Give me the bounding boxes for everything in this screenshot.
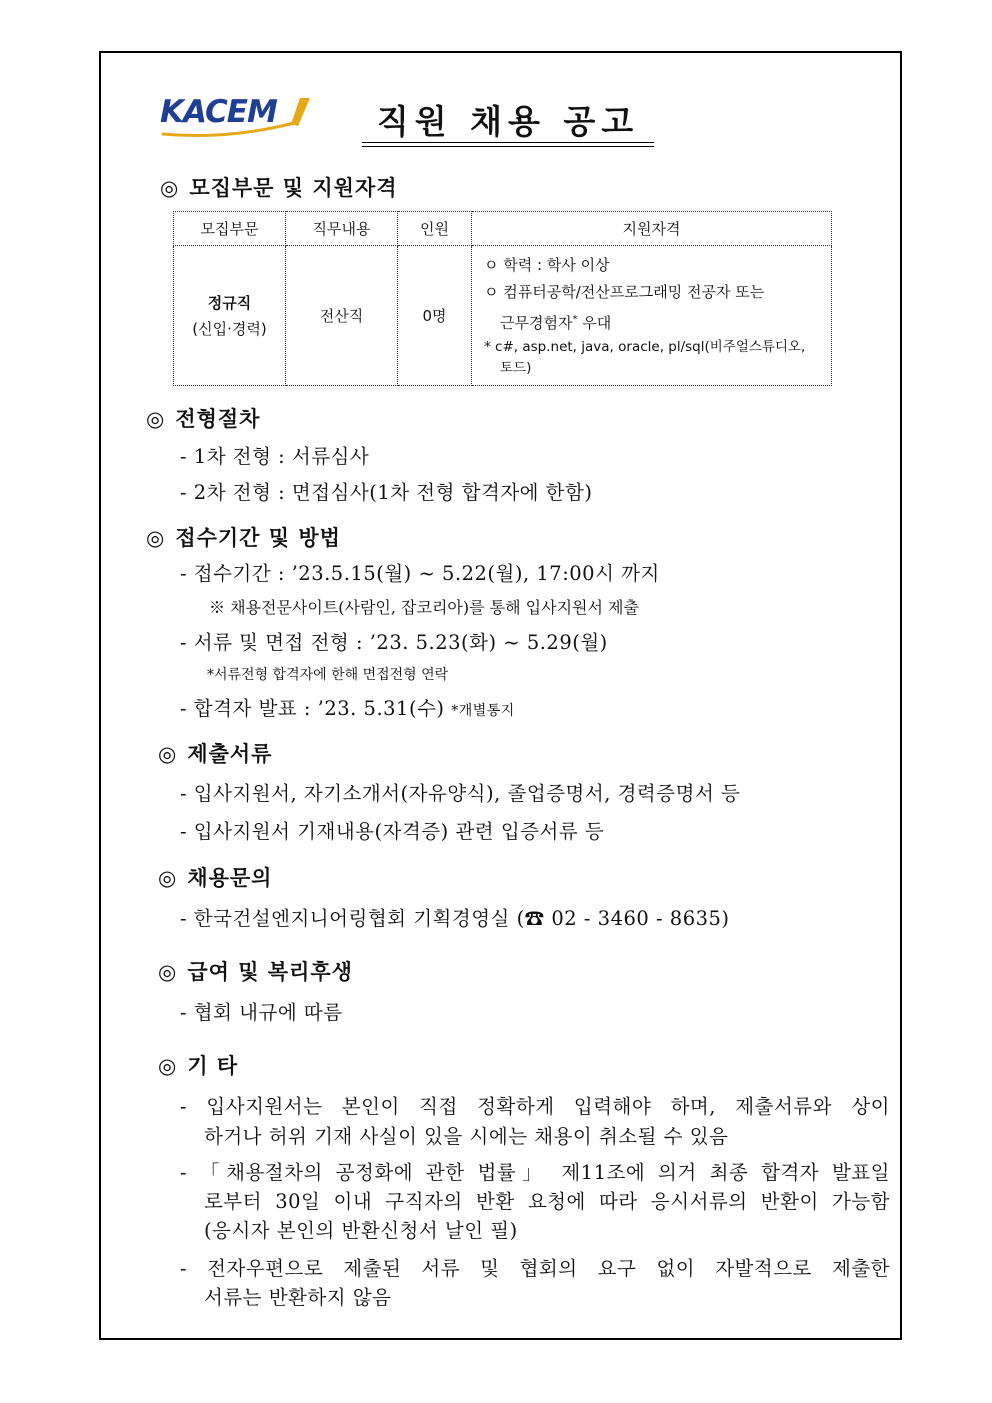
section-heading-recruit: ◎ 모집부문 및 지원자격 — [160, 175, 398, 200]
table-header: 모집부문 — [174, 212, 286, 246]
qualification-cell — [472, 246, 832, 386]
qual-item: 토드) — [500, 360, 532, 376]
table-header: 직무내용 — [286, 212, 398, 246]
process-item: - 2차 전형 : 면접심사(1차 전형 합격자에 한함) — [180, 481, 593, 504]
etc-item-cont: 하거나 허위 기재 사실이 있을 시에는 채용이 취소될 수 있음 — [204, 1125, 729, 1148]
logo-text: KACEM — [160, 94, 277, 130]
process-item: - 1차 전형 : 서류심사 — [180, 445, 370, 468]
table-header: 인원 — [398, 212, 472, 246]
section-heading-process: ◎ 전형절차 — [146, 406, 261, 431]
dept-name: 정규직 — [207, 293, 252, 312]
dept-sub: (신입·경력) — [192, 319, 267, 338]
section-heading-period: ◎ 접수기간 및 방법 — [146, 525, 341, 550]
etc-item-cont: (응시자 본인의 반환신청서 날인 필) — [204, 1219, 518, 1242]
period-line: - 서류 및 면접 전형 : ’23. 5.23(화) ~ 5.29(월) — [180, 631, 608, 654]
kacem-logo — [160, 92, 310, 138]
title-underline — [362, 146, 654, 147]
duty-cell: 전산직 — [286, 246, 398, 386]
period-line: - 합격자 발표 : ’23. 5.31(수) *개별통지 — [180, 697, 515, 720]
period-note: ※ 채용전문사이트(사람인, 잡코리아)를 통해 입사지원서 제출 — [209, 598, 639, 617]
section-heading-inquiry: ◎ 채용문의 — [158, 865, 273, 890]
table-header: 지원자격 — [472, 212, 832, 246]
salary-item: - 협회 내규에 따름 — [180, 1001, 343, 1024]
title-underline — [362, 142, 654, 143]
section-heading-salary: ◎ 급여 및 복리후생 — [158, 959, 353, 984]
document-title-block — [362, 92, 654, 148]
docs-item: - 입사지원서 기재내용(자격증) 관련 입증서류 등 — [180, 820, 605, 843]
qual-item: ㅇ 컴퓨터공학/전산프로그래밍 전공자 또는 — [484, 283, 765, 301]
etc-item-cont: 서류는 반환하지 않음 — [204, 1286, 392, 1309]
etc-item: - 전자우편으로 제출된 서류 및 협회의 요구 없이 자발적으로 제출한 — [180, 1257, 890, 1280]
section-heading-etc: ◎ 기 타 — [158, 1053, 239, 1078]
count-cell: 0명 — [398, 246, 472, 386]
docs-item: - 입사지원서, 자기소개서(자유양식), 졸업증명서, 경력증명서 등 — [180, 782, 741, 805]
period-note: *서류전형 합격자에 한해 면접전형 연락 — [207, 667, 449, 683]
recruit-table — [173, 211, 832, 386]
etc-item: - 입사지원서는 본인이 직접 정확하게 입력해야 하며, 제출서류와 상이 — [180, 1095, 890, 1118]
page-title: 직원 채용 공고 — [376, 102, 640, 141]
section-heading-docs: ◎ 제출서류 — [158, 741, 273, 766]
etc-item-cont: 로부터 30일 이내 구직자의 반환 요청에 따라 응시서류의 반환이 가능함 — [204, 1190, 890, 1213]
qual-item: * c#, asp.net, java, oracle, pl/sql(비주얼스튜디오, — [484, 339, 806, 355]
inquiry-item: - 한국건설엔지니어링협회 기획경영실 (☎ 02 - 3460 - 8635) — [180, 907, 730, 930]
qual-item: ㅇ 학력 : 학사 이상 — [484, 256, 610, 274]
period-line: - 접수기간 : ’23.5.15(월) ~ 5.22(월), 17:00시 까지 — [180, 562, 660, 585]
dept-cell — [174, 246, 286, 386]
etc-item: - 「채용절차의 공정화에 관한 법률」 제11조에 의거 최종 합격자 발표일 — [180, 1161, 890, 1184]
qual-item: 근무경험자* 우대 — [500, 314, 612, 332]
